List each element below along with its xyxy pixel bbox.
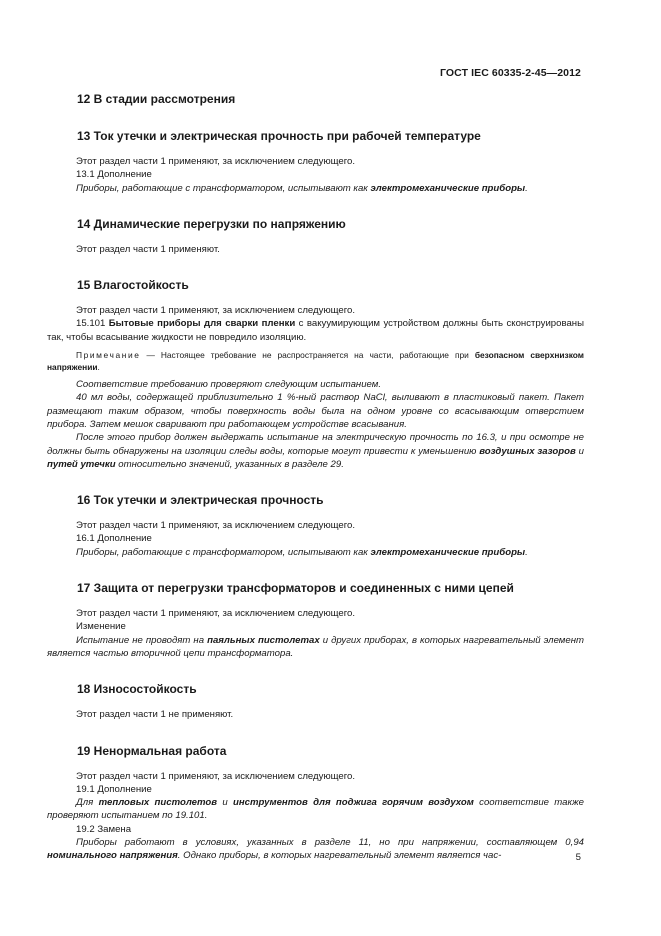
s15-para-4: 40 мл воды, содержащей приблизительно 1 %-ный раствор NaCl, выливают в пластиковый пакет. Пакет размещают таким образом, чтобы поверхность воды была на одном уровне со всасывающим отверстием прибора. Затем мешок сваривают при работающем устройстве всасывания. [47,392,584,430]
section-12-title: 12 В стадии рассмотрения [77,92,236,106]
s14-para-1: Этот раздел части 1 применяют. [76,243,220,255]
s19-para-4: 19.2 Замена [76,823,132,835]
s15-para-1: Этот раздел части 1 применяют, за исключением следующего. [76,305,356,317]
s15-note: Примечание — Настоящее требование не распространяется на части, работающие при безопасном сверхнизком напряжении. [47,350,584,373]
s19-para-5: Приборы работают в условиях, указанных в разделе 11, но при напряжении, составляющем 0,94 номинального напряжения. Однако приборы, в которых нагревательный элемент является час- [47,837,584,862]
section-13-title: 13 Ток утечки и электрическая прочность при рабочей температуре [77,129,481,143]
s15-para-3: Соответствие требованию проверяют следующим испытанием. [76,379,382,391]
s19-para-1: Этот раздел части 1 применяют, за исключением следующего. [76,770,356,782]
s17-para-1: Этот раздел части 1 применяют, за исключением следующего. [76,608,356,620]
section-19-title: 19 Ненормальная работа [77,743,227,758]
section-18-title: 18 Износостойкость [77,682,197,697]
page-content [47,92,584,863]
s17-para-2: Изменение [76,621,126,633]
s17-para-3: Испытание не проводят на паяльных пистолетах и других приборах, в которых нагревательный элемент является частью вторичной цепи трансформатора. [47,634,584,659]
s13-para-2: 13.1 Дополнение [76,169,152,181]
s16-para-2: 16.1 Дополнение [76,533,152,545]
section-14-title: 14 Динамические перегрузки по напряжению [77,216,346,231]
section-17-title: 17 Защита от перегрузки трансформаторов и соединенных с ними цепей [77,581,514,596]
s13-para-1: Этот раздел части 1 применяют, за исключением следующего. [76,156,356,167]
s19-para-2: 19.1 Дополнение [76,783,152,795]
section-16-title: 16 Ток утечки и электрическая прочность [77,493,324,508]
s15-para-5: После этого прибор должен выдержать испытание на электрическую прочность по 16.3, и при осмотре не должны быть обнаружены на изоляции следы воды, которые могут привести к уменьшению воздушных зазоров и путей утечки относительно значений, указанных в разделе 29. [47,432,584,470]
s16-para-1: Этот раздел части 1 применяют, за исключением следующего. [76,520,356,532]
section-15-title: 15 Влагостойкость [77,278,189,293]
s13-para-3: Приборы, работающие с трансформатором, испытывают как электромеханические приборы. [76,182,528,194]
page-number: 5 [575,852,581,863]
s16-para-3: Приборы, работающие с трансформатором, испытывают как электромеханические приборы. [76,546,528,558]
s19-para-3: Для тепловых пистолетов и инструментов для поджига горячим воздухом соответствие также проверяют испытанием по 19.101. [47,797,584,822]
document-header: ГОСТ IEC 60335-2-45—2012 [439,67,581,79]
s15-para-2: 15.101 Бытовые приборы для сварки пленки с вакуумирующим устройством должны быть сконструированы так, чтобы всасывание жидкости не повредило изоляцию. [47,318,584,343]
s18-para-1: Этот раздел части 1 не применяют. [76,709,234,721]
